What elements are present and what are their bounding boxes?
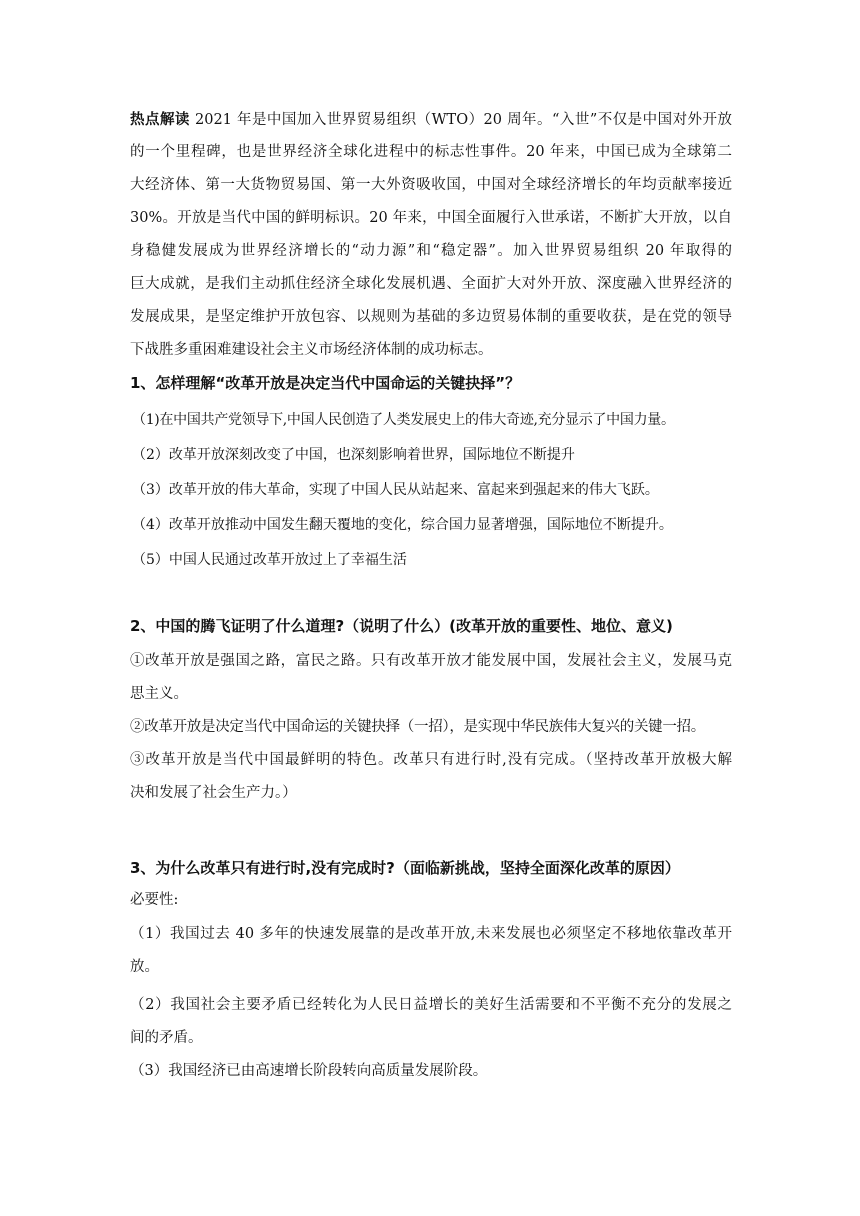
q2-line-4: ③改革开放是当代中国最鲜明的特色。改革只有进行时,没有完成。（坚持改革开放极大解: [130, 752, 732, 768]
hotspot-line-3: 大经济体、第一大货物贸易国、第一大外资吸收国，中国对全球经济增长的年均贡献率接近: [130, 177, 732, 193]
q3-line-2: 放。: [130, 959, 159, 975]
q1-item-5: （5）中国人民通过改革开放过上了幸福生活: [132, 552, 407, 568]
q1-item-4: （4）改革开放推动中国发生翻天覆地的变化，综合国力显著增强，国际地位不断提升。: [132, 517, 673, 533]
q3-line-3: （2）我国社会主要矛盾已经转化为人民日益增长的美好生活需要和不平衡不充分的发展之: [130, 997, 732, 1013]
q3-line-1: （1）我国过去 40 多年的快速发展靠的是改革开放,未来发展也必须坚定不移地依靠改革开: [130, 926, 733, 942]
hotspot-line-5: 身稳健发展成为世界经济增长的“动力源”和“稳定器”。加入世界贸易组织 20 年取得的: [130, 243, 732, 259]
q1-title: 1、怎样理解“改革开放是决定当代中国命运的关键抉择”？: [130, 374, 521, 392]
hotspot-line-1: [130, 110, 732, 130]
q3-line-5: （3）我国经济已由高速增长阶段转向高质量发展阶段。: [130, 1063, 488, 1079]
hotspot-line-7: 发展成果，是坚定维护开放包容、以规则为基础的多边贸易体制的重要收获，是在党的领导: [130, 309, 732, 325]
hotspot-line-2: 的一个里程碑，也是世界经济全球化进程中的标志性事件。20 年来，中国已成为全球第二: [130, 144, 732, 160]
hotspot-line-8: 下战胜多重困难建设社会主义市场经济体制的成功标志。: [130, 342, 493, 358]
q3-line-4: 间的矛盾。: [130, 1030, 203, 1046]
hotspot-label: 热点解读: [130, 112, 190, 128]
hotspot-text: 2021 年是中国加入世界贸易组织（WTO）20 周年。“入世”不仅是中国对外开放: [189, 112, 733, 128]
q2-line-2: 思主义。: [130, 686, 188, 702]
q2-line-1: ①改革开放是强国之路，富民之路。只有改革开放才能发展中国，发展社会主义，发展马克: [130, 653, 732, 669]
q1-item-2: （2）改革开放深刻改变了中国，也深刻影响着世界，国际地位不断提升: [132, 447, 575, 463]
q2-title: 2、中国的腾飞证明了什么道理?（说明了什么）(改革开放的重要性、地位、意义): [130, 617, 673, 635]
q1-item-1: （1)在中国共产党领导下,中国人民创造了人类发展史上的伟大奇迹,充分显示了中国力量。: [132, 412, 675, 428]
q3-subtitle: 必要性:: [130, 892, 179, 908]
q2-line-3: ②改革开放是决定当代中国命运的关键抉择（一招），是实现中华民族伟大复兴的关键一招。: [130, 719, 705, 735]
q2-line-5: 决和发展了社会生产力。）: [130, 785, 297, 801]
hotspot-line-4: 30%。开放是当代中国的鲜明标识。20 年来，中国全面履行入世承诺，不断扩大开放，以自: [130, 210, 732, 226]
q3-title: 3、为什么改革只有进行时,没有完成时?（面临新挑战，坚持全面深化改革的原因）: [130, 859, 680, 877]
hotspot-line-6: 巨大成就，是我们主动抓住经济全球化发展机遇、全面扩大对外开放、深度融入世界经济的: [130, 276, 732, 292]
q1-item-3: （3）改革开放的伟大革命，实现了中国人民从站起来、富起来到强起来的伟大飞跃。: [132, 482, 659, 498]
